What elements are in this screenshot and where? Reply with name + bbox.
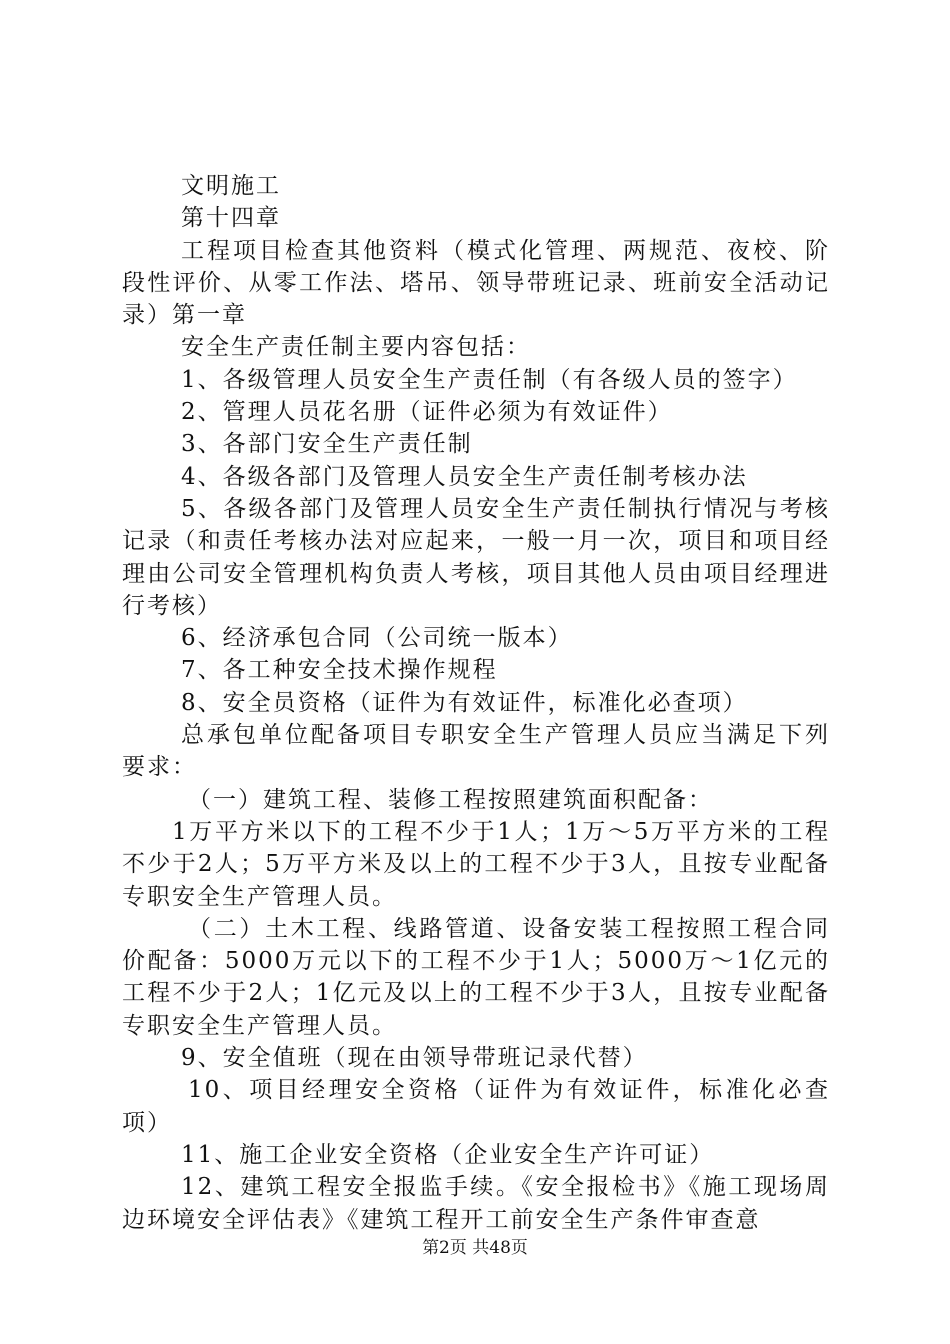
list-item: 3、各部门安全生产责任制 [181,431,473,458]
sub-item: （一）建筑工程、装修工程按照建筑面积配备： [188,786,713,813]
list-item: 10、项目经理安全资格（证件为有效证件，标准化必查项） [122,1077,830,1136]
paragraph: 文明施工 [181,173,281,199]
list-item: 9、安全值班（现在由领导带班记录代替） [181,1045,648,1072]
list-item: 6、经济承包合同（公司统一版本） [181,625,573,652]
list-item: 2、管理人员花名册（证件必须为有效证件） [181,399,673,426]
list-item: 11、施工企业安全资格（企业安全生产许可证） [181,1141,715,1168]
paragraph: 1万平方米以下的工程不少于1人；1万～5万平方米的工程不少于2人；5万平方米及以上的工程不少于3人，且按专业配备专职安全生产管理人员。 [122,818,830,910]
list-item: 4、各级各部门及管理人员安全生产责任制考核办法 [181,463,748,490]
paragraph: 工程项目检查其他资料（模式化管理、两规范、夜校、阶段性评价、从零工作法、塔吊、领导带班记录、班前安全活动记录）第一章 [122,237,830,329]
list-item: 7、各工种安全技术操作规程 [181,657,498,684]
chapter-heading: 第十四章 [181,205,281,232]
page-footer: 第2页 共48页 [422,1238,528,1258]
document-body [122,170,830,1236]
list-item: 12、建筑工程安全报监手续。《安全报检书》《施工现场周边环境安全评估表》《建筑工程开工前安全生产条件审查意 [122,1174,830,1233]
list-item: 8、安全员资格（证件为有效证件，标准化必查项） [181,689,748,716]
sub-item: （二）土木工程、线路管道、设备安装工程按照工程合同价配备：5000万元以下的工程不少于1人；5000万～1亿元的工程不少于2人；1亿元及以上的工程不少于3人，且按专业配备专职安全生产管理人员。 [122,915,830,1039]
section-intro: 安全生产责任制主要内容包括： [181,334,531,361]
list-item: 1、各级管理人员安全生产责任制（有各级人员的签字） [181,366,798,393]
paragraph: 总承包单位配备项目专职安全生产管理人员应当满足下列要求： [122,722,830,781]
list-item: 5、各级各部门及管理人员安全生产责任制执行情况与考核记录（和责任考核办法对应起来，一般一月一次，项目和项目经理由公司安全管理机构负责人考核，项目其他人员由项目经理进行考核） [122,495,830,619]
